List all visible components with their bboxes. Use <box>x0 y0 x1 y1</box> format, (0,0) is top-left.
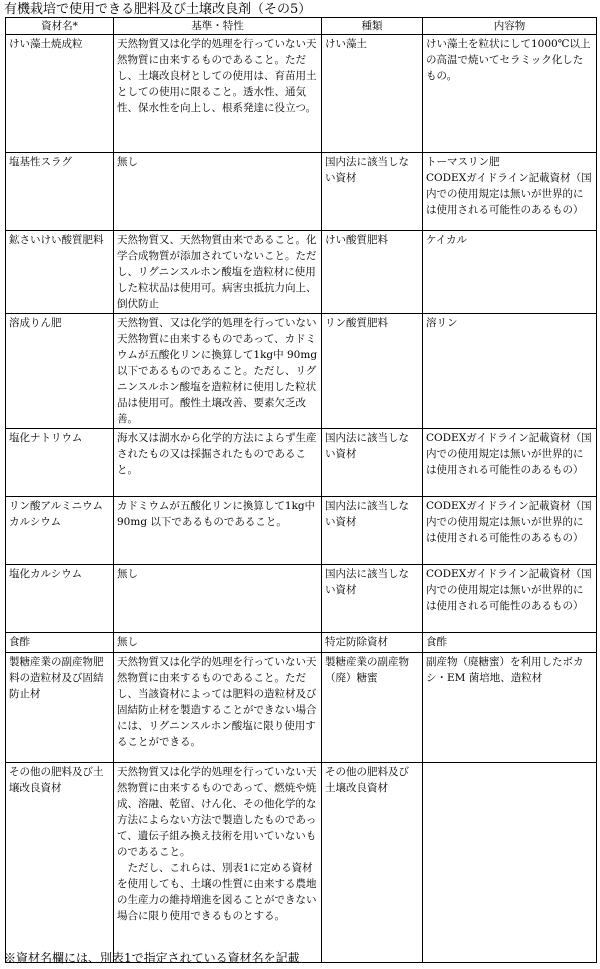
cell-criteria <box>114 633 322 653</box>
cell-type <box>322 314 423 429</box>
table-row <box>6 763 597 963</box>
cell-contents <box>423 633 597 653</box>
cell-material-name <box>6 565 114 633</box>
contents-text: けい藻土を粒状にして1000℃以上の高温で焼いてセラミック化したもの。 <box>426 38 591 82</box>
type-text: 特定防除資材 <box>325 636 388 648</box>
type-text: 製糖産業の副産物（廃）糖蜜 <box>325 656 409 684</box>
cell-criteria <box>114 653 322 763</box>
criteria-text: 天然物質又は化学的処理を行っていない天然物質に由来するものであること。ただし、当該資材によっては肥料の造粒材及び固結防止材を製造することができない場合には、リグニンスルホン酸塩に限り使用することができる。 <box>117 656 317 748</box>
header-material-name: 資材名* <box>6 18 114 35</box>
criteria-text: 海水又は湖水から化学的方法によらず生産されたもの又は採掘されたものであること。 <box>117 432 317 476</box>
contents-text: ケイカル <box>426 234 467 246</box>
table-row <box>6 231 597 314</box>
cell-type <box>322 763 423 963</box>
cell-criteria <box>114 429 322 497</box>
contents-text: CODEXガイドライン記載資材（国内での使用規定は無いが世界的には使用される可能性のあるもの） <box>426 500 592 544</box>
criteria-text: 無し <box>117 156 138 168</box>
criteria-text: 天然物質又は化学的処理を行っていない天然物質に由来するものであって、燃焼や焼成、溶融、乾留、けん化、その他化学的な方法によらない方法で製造したものであって、遺伝子組み換え技術を用いていないものであること。 ただし、これらは、別表1に定める資材を使用しても、土壌の性質に由来する農地の生産力の維持増進を図ることができない場合に限り使用できるものとする。 <box>117 766 317 922</box>
cell-contents <box>423 763 597 963</box>
material-name-text: その他の肥料及び土壌改良資材 <box>9 766 104 794</box>
header-criteria: 基準・特性 <box>114 18 322 35</box>
table-row <box>6 653 597 763</box>
table-row <box>6 429 597 497</box>
cell-material-name <box>6 314 114 429</box>
table-header-row <box>6 18 597 35</box>
contents-text: CODEXガイドライン記載資材（国内での使用規定は無いが世界的には使用される可能性のあるもの） <box>426 432 592 476</box>
cell-material-name <box>6 153 114 231</box>
cell-material-name <box>6 763 114 963</box>
material-name-text: リン酸アルミニウムカルシウム <box>9 500 103 528</box>
cell-material-name <box>6 35 114 153</box>
table-row <box>6 153 597 231</box>
type-text: 国内法に該当しない資材 <box>325 432 409 460</box>
cell-type <box>322 429 423 497</box>
table-row <box>6 565 597 633</box>
type-text: リン酸質肥料 <box>325 317 388 329</box>
cell-contents <box>423 153 597 231</box>
cell-material-name <box>6 497 114 565</box>
material-name-text: 塩化カルシウム <box>9 568 83 580</box>
cell-type <box>322 653 423 763</box>
table-row <box>6 35 597 153</box>
cell-criteria <box>114 763 322 963</box>
contents-text: 副産物（廃糖蜜）を利用したボカシ・EM 菌培地、造粒材 <box>426 656 584 684</box>
table-row <box>6 497 597 565</box>
page-title: 有機栽培で使用できる肥料及び土壌改良剤（その5） <box>4 2 312 17</box>
material-name-text: 製糖産業の副産物肥料の造粒材及び固結防止材 <box>9 656 104 700</box>
type-text: 国内法に該当しない資材 <box>325 500 409 528</box>
cell-type <box>322 153 423 231</box>
cell-contents <box>423 314 597 429</box>
cell-contents <box>423 497 597 565</box>
material-name-text: 食酢 <box>9 636 30 648</box>
material-name-text: けい藻土焼成粒 <box>9 38 83 50</box>
fertilizer-table <box>5 17 597 963</box>
cell-type <box>322 497 423 565</box>
footnote: ※資材名欄には、別表1で指定されている資材名を記載 <box>4 951 300 965</box>
criteria-text: 無し <box>117 568 138 580</box>
cell-criteria <box>114 153 322 231</box>
material-name-text: 溶成りん肥 <box>9 317 62 329</box>
cell-material-name <box>6 633 114 653</box>
criteria-text: 天然物質又は化学的処理を行っていない天然物質に由来するものであること。ただし、土壌改良材としての使用は、育苗用土としての使用に限ること。透水性、通気性、保水性を向上し、根系発達に役立つ。 <box>117 38 317 114</box>
contents-text: 食酢 <box>426 636 447 648</box>
cell-criteria <box>114 497 322 565</box>
cell-criteria <box>114 565 322 633</box>
contents-text: CODEXガイドライン記載資材（国内での使用規定は無いが世界的には使用される可能性のあるもの） <box>426 568 592 612</box>
cell-criteria <box>114 231 322 314</box>
criteria-text: 無し <box>117 636 138 648</box>
cell-material-name <box>6 231 114 314</box>
contents-text: トーマスリン肥 CODEXガイドライン記載資材（国内での使用規定は無いが世界的には使用される可能性のあるもの） <box>426 156 592 216</box>
type-text: けい酸質肥料 <box>325 234 388 246</box>
type-text: その他の肥料及び土壌改良資材 <box>325 766 409 794</box>
cell-contents <box>423 565 597 633</box>
table-row <box>6 633 597 653</box>
cell-criteria <box>114 35 322 153</box>
criteria-text: カドミウムが五酸化リンに換算して1kg中 90mg 以下であるものであること。 <box>117 500 316 528</box>
cell-criteria <box>114 314 322 429</box>
cell-contents <box>423 653 597 763</box>
material-name-text: 塩基性スラグ <box>9 156 72 168</box>
table-row <box>6 314 597 429</box>
criteria-text: 天然物質、又は化学的処理を行っていない天然物質に由来するものであって、カドミウムが五酸化リンに換算して1kg中 90mg 以下であるものであること。ただし、リグニンスルホン酸塩を造粒材に使用した粒状品は使用可。酸性土壌改善、要素欠乏改善。 <box>117 317 318 425</box>
header-type: 種類 <box>322 18 423 35</box>
cell-contents <box>423 35 597 153</box>
cell-type <box>322 35 423 153</box>
cell-contents <box>423 231 597 314</box>
type-text: 国内法に該当しない資材 <box>325 156 409 184</box>
material-name-text: 鉱さいけい酸質肥料 <box>9 234 104 246</box>
cell-contents <box>423 429 597 497</box>
material-name-text: 塩化ナトリウム <box>9 432 83 444</box>
header-contents: 内容物 <box>423 18 597 35</box>
type-text: 国内法に該当しない資材 <box>325 568 409 596</box>
cell-material-name <box>6 653 114 763</box>
cell-type <box>322 231 423 314</box>
cell-type <box>322 633 423 653</box>
cell-material-name <box>6 429 114 497</box>
contents-text: 溶リン <box>426 317 458 329</box>
cell-type <box>322 565 423 633</box>
criteria-text: 天然物質又、天然物質由来であること。化学合成物質が添加されていないこと。ただし、リグニンスルホン酸塩を造粒材に使用した粒状品は使用可。病害虫抵抗力向上、倒伏防止 <box>117 234 317 310</box>
type-text: けい藻土 <box>325 38 367 50</box>
